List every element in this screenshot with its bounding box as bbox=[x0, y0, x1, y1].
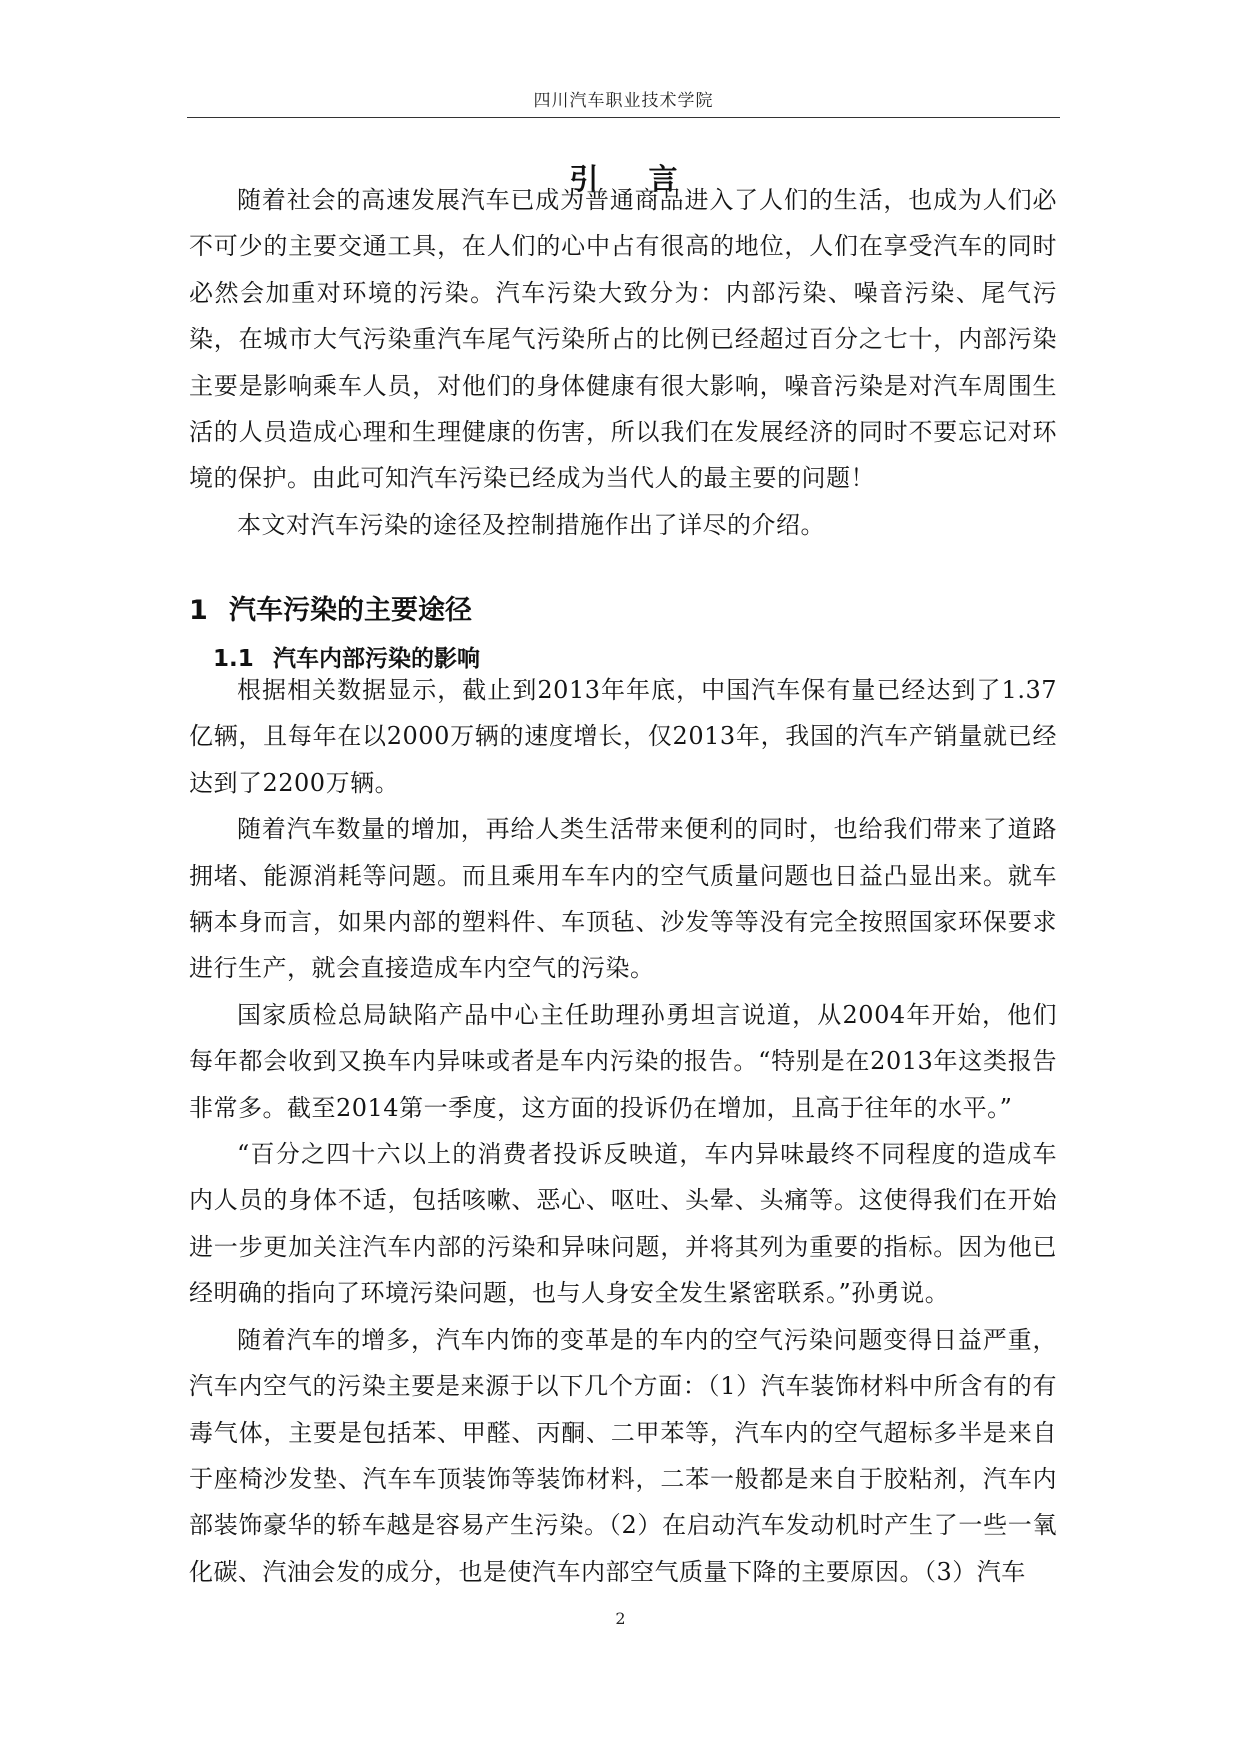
section-number: 1 bbox=[189, 595, 208, 626]
subsection-number: 1.1 bbox=[213, 646, 254, 672]
subsection-title: 汽车内部污染的影响 bbox=[273, 646, 480, 672]
section-title: 汽车污染的主要途径 bbox=[229, 595, 472, 626]
intro-paragraph: 本文对汽车污染的途径及控制措施作出了详尽的介绍。 bbox=[237, 510, 825, 539]
intro-title: 引 言 bbox=[569, 162, 698, 196]
intro-paragraph: 随着社会的高速发展汽车已成为普通商品进入了人们的生活，也成为人们必不可少的主要交通工具，在人们的心中占有很高的地位，人们在享受汽车的同时必然会加重对环境的污染。汽车污染大致分为：内部污染、噪音污染、尾气污染，在城市大气污染重汽车尾气污染所占的比例已经超过百分之七十，内部污染主要是影响乘车人员，对他们的身体健康有很大影响，噪音污染是对汽车周围生活的人员造成心理和生理健康的伤害，所以我们在发展经济的同时不要忘记对环境的保护。由此可知汽车污染已经成为当代人的最主要的问题！ bbox=[189, 186, 1057, 493]
intro-body bbox=[189, 177, 1057, 548]
section-1-heading bbox=[189, 588, 472, 627]
body-paragraph: 随着汽车数量的增加，再给人类生活带来便利的同时，也给我们带来了道路拥堵、能源消耗等问题。而且乘用车车内的空气质量问题也日益凸显出来。就车辆本身而言，如果内部的塑料件、车顶毡、沙发等等没有完全按照国家环保要求进行生产，就会直接造成车内空气的污染。 bbox=[189, 815, 1057, 983]
body-paragraph: 根据相关数据显示，截止到2013年年底，中国汽车保有量已经达到了1.37亿辆，且每年在以2000万辆的速度增长，仅2013年，我国的汽车产销量就已经达到了2200万辆。 bbox=[189, 676, 1057, 797]
section-1-1-body bbox=[189, 667, 1057, 1595]
header-divider bbox=[187, 117, 1060, 118]
body-paragraph: 随着汽车的增多，汽车内饰的变革是的车内的空气污染问题变得日益严重，汽车内空气的污染主要是来源于以下几个方面：（1）汽车装饰材料中所含有的有毒气体，主要是包括苯、甲醛、丙酮、二甲苯等，汽车内的空气超标多半是来自于座椅沙发垫、汽车车顶装饰等装饰材料，二苯一般都是来自于胶粘剂，汽车内部装饰豪华的轿车越是容易产生污染。（2）在启动汽车发动机时产生了一些一氧化碳、汽油会发的成分，也是使汽车内部空气质量下降的主要原因。（3）汽车 bbox=[189, 1325, 1057, 1586]
body-paragraph: 国家质检总局缺陷产品中心主任助理孙勇坦言说道，从2004年开始，他们每年都会收到又换车内异味或者是车内污染的报告。“特别是在2013年这类报告非常多。截至2014第一季度，这方面的投诉仍在增加，且高于往年的水平。” bbox=[189, 1000, 1057, 1122]
body-paragraph: “百分之四十六以上的消费者投诉反映道，车内异味最终不同程度的造成车内人员的身体不适，包括咳嗽、恶心、呕吐、头晕、头痛等。这使得我们在开始进一步更加关注汽车内部的污染和异味问题，并将其列为重要的指标。因为他已经明确的指向了环境污染问题，也与人身安全发生紧密联系。”孙勇说。 bbox=[189, 1140, 1057, 1308]
page-number: 2 bbox=[615, 1609, 626, 1628]
page-header: 四川汽车职业技术学院 bbox=[533, 91, 714, 111]
